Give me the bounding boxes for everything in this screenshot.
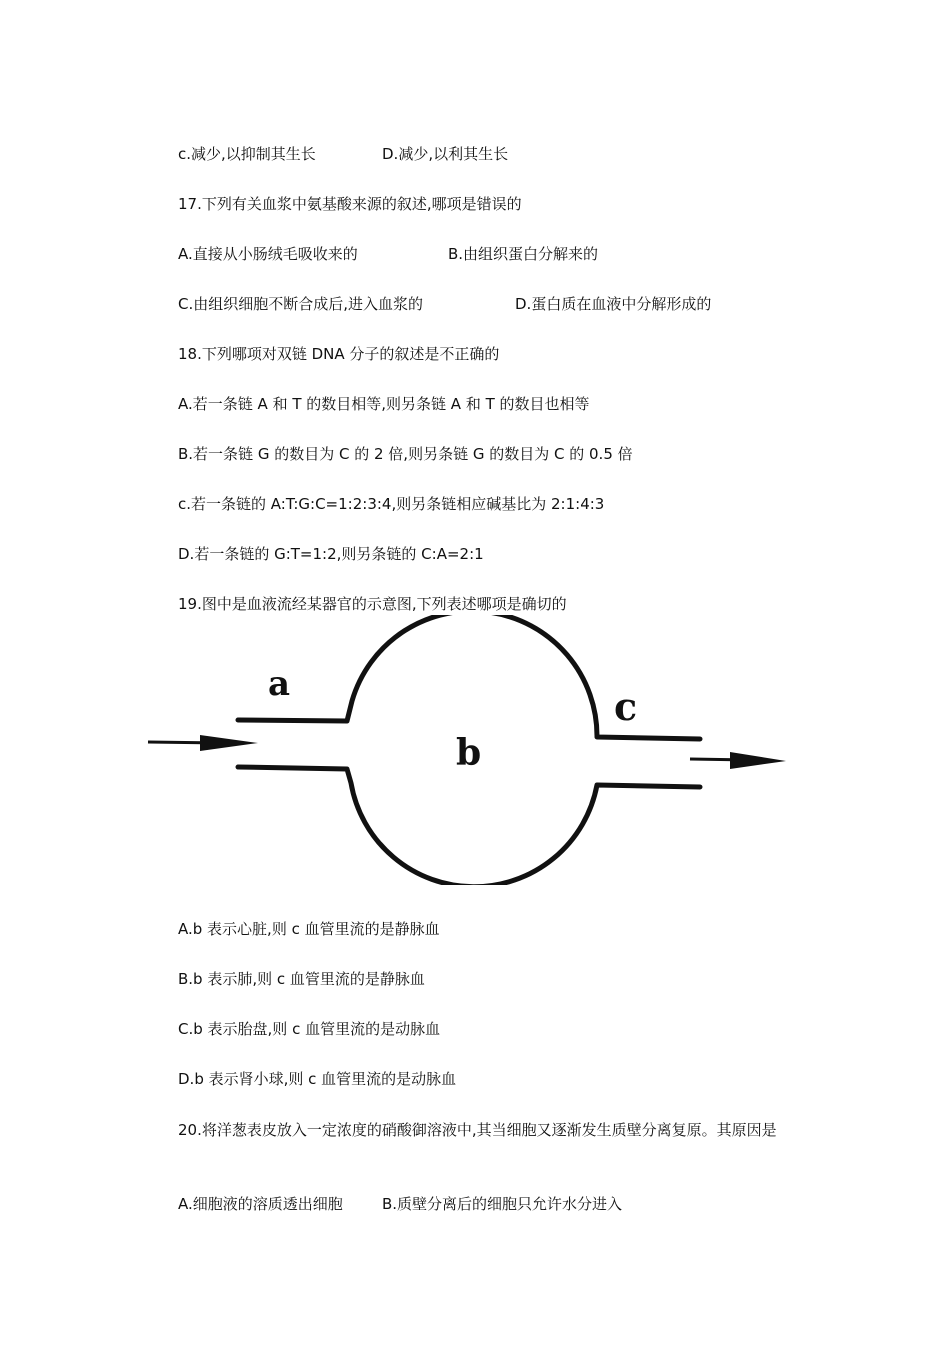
option-16d: D.减少,以利其生长 — [382, 145, 509, 163]
question-18: 18.下列哪项对双链 DNA 分子的叙述是不正确的 — [178, 345, 500, 363]
option-18c: c.若一条链的 A:T:G:C=1:2:3:4,则另条链相应碱基比为 2:1:4:3 — [178, 495, 605, 513]
label-a: a — [268, 664, 291, 704]
option-20b: B.质壁分离后的细胞只允许水分进入 — [382, 1195, 623, 1213]
option-17b: B.由组织蛋白分解来的 — [448, 245, 599, 263]
label-c: c — [614, 684, 638, 729]
option-17d: D.蛋白质在血液中分解形成的 — [515, 295, 712, 313]
option-19a: A.b 表示心脏,则 c 血管里流的是静脉血 — [178, 920, 440, 938]
option-17c: C.由组织细胞不断合成后,进入血浆的 — [178, 295, 424, 313]
option-19b: B.b 表示肺,则 c 血管里流的是静脉血 — [178, 970, 425, 988]
option-18d: D.若一条链的 G:T=1:2,则另条链的 C:A=2:1 — [178, 545, 484, 563]
option-19c: C.b 表示胎盘,则 c 血管里流的是动脉血 — [178, 1020, 441, 1038]
outflow-arrow-icon — [690, 752, 786, 769]
inflow-arrow-icon — [148, 735, 258, 751]
vessel-lower-wall — [238, 767, 700, 885]
option-19d: D.b 表示肾小球,则 c 血管里流的是动脉血 — [178, 1070, 457, 1088]
option-18b: B.若一条链 G 的数目为 C 的 2 倍,则另条链 G 的数目为 C 的 0.5 倍 — [178, 445, 633, 463]
question-20: 20.将洋葱表皮放入一定浓度的硝酸御溶液中,其当细胞又逐渐发生质壁分离复原。其原因是 — [178, 1121, 777, 1139]
option-16c: c.减少,以抑制其生长 — [178, 145, 316, 163]
label-b: b — [456, 732, 482, 774]
question-17: 17.下列有关血浆中氨基酸来源的叙述,哪项是错误的 — [178, 195, 522, 213]
option-18a: A.若一条链 A 和 T 的数目相等,则另条链 A 和 T 的数目也相等 — [178, 395, 590, 413]
blood-flow-diagram — [0, 615, 950, 885]
option-20a: A.细胞液的溶质透出细胞 — [178, 1195, 343, 1213]
question-19: 19.图中是血液流经某器官的示意图,下列表述哪项是确切的 — [178, 595, 567, 613]
option-17a: A.直接从小肠绒毛吸收来的 — [178, 245, 358, 263]
